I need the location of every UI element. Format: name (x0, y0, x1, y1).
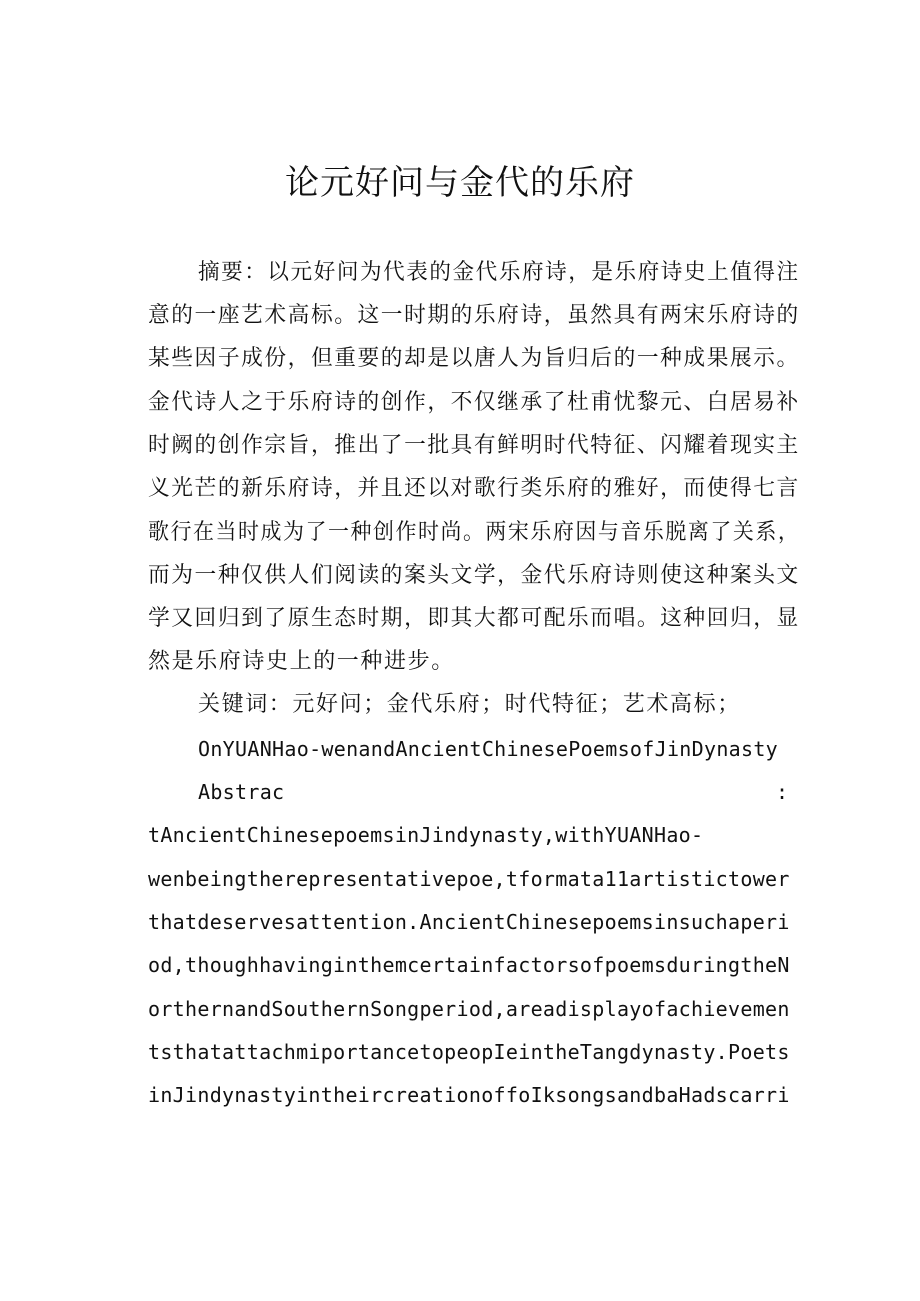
abstract-en-colon: : (776, 780, 789, 804)
abstract-cn-line: 某些因子成份，但重要的却是以唐人为旨归后的一种成果展示。 (148, 346, 800, 371)
abstract-en-line: od,thoughhavinginthemcertainfactorsofpoemsduringtheN (148, 953, 790, 977)
abstract-cn-line: 而为一种仅供人们阅读的案头文学，金代乐府诗则使这种案头文 (148, 563, 800, 588)
english-title: OnYUANHao-wenandAncientChinesePoemsofJinDynasty (198, 737, 779, 761)
abstract-cn-line: 意的一座艺术高标。这一时期的乐府诗，虽然具有两宋乐府诗的 (148, 303, 800, 328)
abstract-en-line: wenbeingtherepresentativepoe,tformata11artistictower (148, 867, 790, 891)
abstract-cn-line: 摘要：以元好问为代表的金代乐府诗，是乐府诗史上值得注 (198, 260, 800, 285)
document-title: 论元好问与金代的乐府 (285, 163, 635, 203)
abstract-cn-line: 歌行在当时成为了一种创作时尚。两宋乐府因与音乐脱离了关系， (148, 520, 801, 545)
abstract-en-line: tsthatattachmiportancetopeopIeintheTangdynasty.Poets (148, 1040, 790, 1064)
abstract-en-line: orthernandSouthernSongperiod,areadisplayofachievemen (148, 997, 790, 1021)
abstract-cn-line: 义光芒的新乐府诗，并且还以对歌行类乐府的雅好，而使得七言 (148, 476, 800, 501)
abstract-cn-line: 金代诗人之于乐府诗的创作，不仅继承了杜甫忧黎元、白居易补 (148, 390, 800, 415)
abstract-en-line: inJindynastyintheircreationoffoIksongsandbaHadscarri (148, 1083, 790, 1107)
abstract-cn-line: 然是乐府诗史上的一种进步。 (148, 649, 455, 674)
abstract-en-line: tAncientChinesepoemsinJindynasty,withYUANHao- (148, 823, 704, 847)
abstract-cn-line: 时阙的创作宗旨，推出了一批具有鲜明时代特征、闪耀着现实主 (148, 433, 800, 458)
abstract-en-label: Abstrac (198, 780, 285, 804)
abstract-en-line: thatdeservesattention.AncientChinesepoemsinsuchaperi (148, 910, 790, 934)
abstract-cn-line: 学又回归到了原生态时期，即其大都可配乐而唱。这种回归，显 (148, 606, 800, 631)
keywords-line: 关键词：元好问；金代乐府；时代特征；艺术高标； (198, 692, 741, 717)
